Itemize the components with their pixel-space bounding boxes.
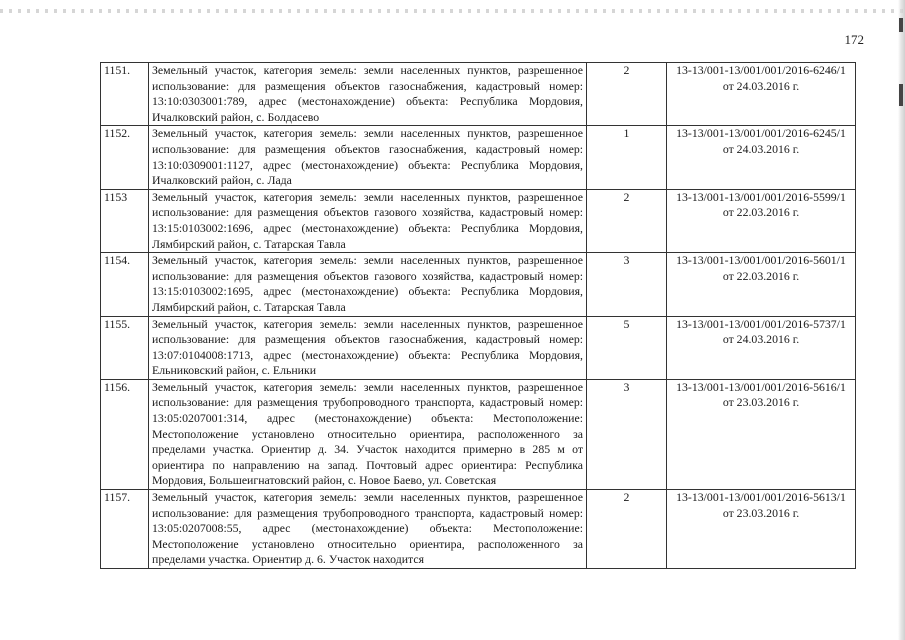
- row-number: 1152.: [101, 126, 149, 189]
- table-row: [101, 490, 856, 569]
- row-registration: 13-13/001-13/001/001/2016-5613/1 от 23.03.2016 г.: [667, 490, 856, 569]
- row-number: 1154.: [101, 253, 149, 316]
- page-number: 172: [844, 32, 864, 47]
- row-number: 1155.: [101, 316, 149, 379]
- row-quantity: 5: [587, 316, 667, 379]
- table-row: [101, 316, 856, 379]
- row-quantity: 2: [587, 189, 667, 252]
- row-registration: 13-13/001-13/001/001/2016-6246/1 от 24.03.2016 г.: [667, 63, 856, 126]
- scan-speck: [899, 84, 903, 106]
- table-row: [101, 253, 856, 316]
- row-description: Земельный участок, категория земель: земли населенных пунктов, разрешенное использование: для размещения объектов газового хозяйства, кадастровый номер: 13:15:0103002:1696, адрес (местонахождение) объекта: Республика Мордовия, Лямбирский район, с. Татарская Тавла: [149, 189, 587, 252]
- row-quantity: 2: [587, 63, 667, 126]
- table-row: [101, 189, 856, 252]
- row-registration: 13-13/001-13/001/001/2016-5737/1 от 24.03.2016 г.: [667, 316, 856, 379]
- row-registration: 13-13/001-13/001/001/2016-5616/1 от 23.03.2016 г.: [667, 379, 856, 489]
- row-description: Земельный участок, категория земель: земли населенных пунктов, разрешенное использование: для размещения трубопроводного транспорта, кадастровый номер: 13:05:0207008:55, адрес (местонахождение) объекта: Местоположение: Местоположение установлено относительно ориентира, расположенного за пределами участка. Ориентир д. 6. Участок находится: [149, 490, 587, 569]
- table-row: [101, 379, 856, 489]
- registry-table: [100, 62, 856, 569]
- row-quantity: 1: [587, 126, 667, 189]
- row-registration: 13-13/001-13/001/001/2016-5599/1 от 22.03.2016 г.: [667, 189, 856, 252]
- row-description: Земельный участок, категория земель: земли населенных пунктов, разрешенное использование: для размещения объектов газового хозяйства, кадастровый номер: 13:15:0103002:1695, адрес (местонахождение) объекта: Республика Мордовия, Лямбирский район, с. Татарская Тавла: [149, 253, 587, 316]
- row-description: Земельный участок, категория земель: земли населенных пунктов, разрешенное использование: для размещения трубопроводного транспорта, кадастровый номер: 13:05:0207001:314, адрес (местонахождение) объекта: Местоположение: Местоположение установлено относительно ориентира, расположенного за пределами участка. Ориентир д. 34. Участок находится примерно в 285 м от ориентира по направлению на запад. Почтовый адрес ориентира: Республика Мордовия, Большеигнатовский район, с. Новое Баево, ул. Советская: [149, 379, 587, 489]
- row-number: 1153: [101, 189, 149, 252]
- row-registration: 13-13/001-13/001/001/2016-5601/1 от 22.03.2016 г.: [667, 253, 856, 316]
- row-registration: 13-13/001-13/001/001/2016-6245/1 от 24.03.2016 г.: [667, 126, 856, 189]
- row-description: Земельный участок, категория земель: земли населенных пунктов, разрешенное использование: для размещения объектов газоснабжения, кадастровый номер: 13:10:0303001:789, адрес (местонахождение) объекта: Республика Мордовия, Ичалковский район, с. Болдасево: [149, 63, 587, 126]
- scan-speck: [899, 18, 903, 32]
- scan-artifact-top: [0, 9, 905, 13]
- table-row: [101, 126, 856, 189]
- row-description: Земельный участок, категория земель: земли населенных пунктов, разрешенное использование: для размещения объектов газоснабжения, кадастровый номер: 13:07:0104008:1713, адрес (местонахождение) объекта: Республика Мордовия, Ельниковский район, с. Ельники: [149, 316, 587, 379]
- row-quantity: 2: [587, 490, 667, 569]
- row-number: 1151.: [101, 63, 149, 126]
- row-number: 1157.: [101, 490, 149, 569]
- row-description: Земельный участок, категория земель: земли населенных пунктов, разрешенное использование: для размещения объектов газоснабжения, кадастровый номер: 13:10:0309001:1127, адрес (местонахождение) объекта: Республика Мордовия, Ичалковский район, с. Лада: [149, 126, 587, 189]
- row-quantity: 3: [587, 379, 667, 489]
- row-number: 1156.: [101, 379, 149, 489]
- row-quantity: 3: [587, 253, 667, 316]
- table-row: [101, 63, 856, 126]
